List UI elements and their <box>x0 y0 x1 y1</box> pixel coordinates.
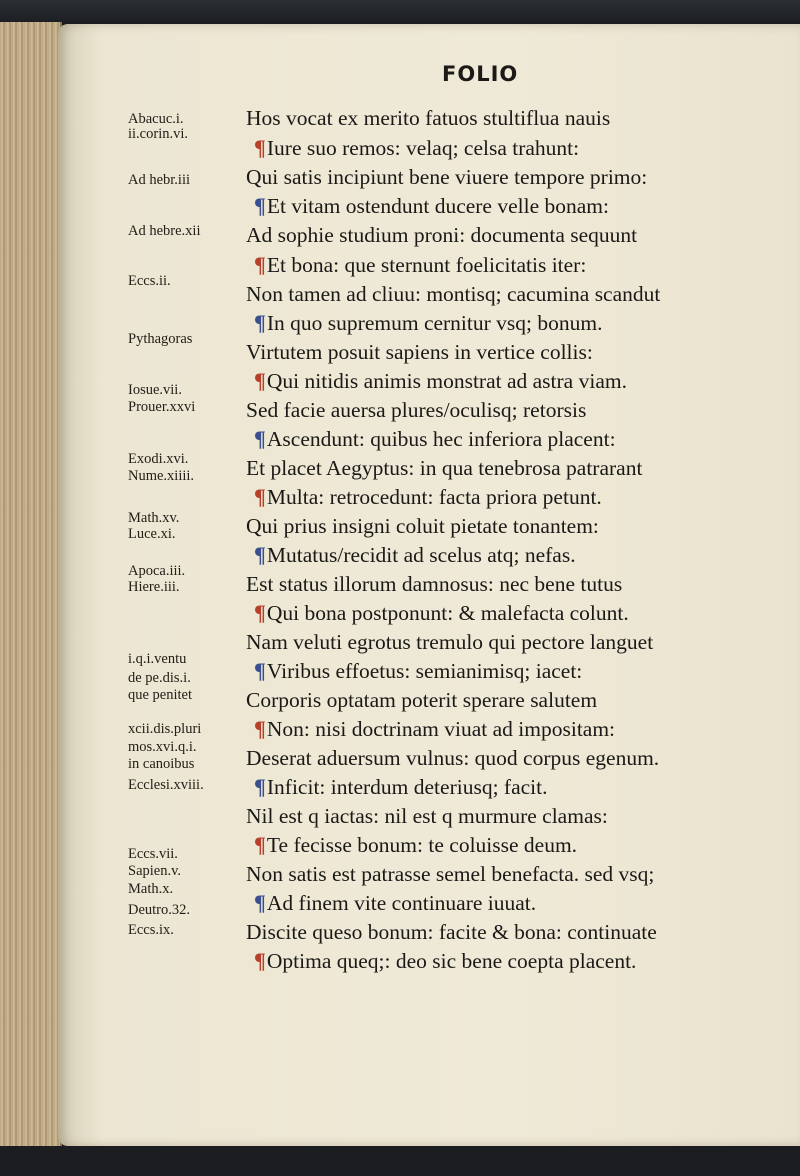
pilcrow-mark-icon: ¶ <box>254 310 266 335</box>
margin-note: Math.xv. <box>128 510 180 526</box>
margin-note: que penitet <box>128 687 193 703</box>
verse-line <box>254 658 582 684</box>
margin-note: Luce.xi. <box>128 526 176 542</box>
book-bottom-edge <box>0 1146 800 1176</box>
verse-line-text: Multa: retrocedunt: facta priora petunt. <box>266 485 602 509</box>
book-top-edge <box>0 0 800 22</box>
pilcrow-mark-icon: ¶ <box>254 368 266 393</box>
verse-line-text: Corporis optatam poterit sperare salutem <box>246 688 598 712</box>
verse-line <box>254 600 629 626</box>
verse-line-text: Qui satis incipiunt bene viuere tempore primo: <box>246 165 648 189</box>
verse-line-text: Deserat aduersum vulnus: quod corpus egenum. <box>246 746 660 770</box>
verse-line <box>246 571 622 597</box>
margin-note: ii.corin.vi. <box>128 126 189 142</box>
verse-line <box>246 164 647 190</box>
margin-note: Ad hebr.iii <box>128 172 191 188</box>
verse-line <box>254 252 586 278</box>
verse-line-text: Discite queso bonum: facite & bona: continuate <box>246 920 657 944</box>
pilcrow-mark-icon: ¶ <box>254 252 266 277</box>
margin-note: Apoca.iii. <box>128 563 186 579</box>
verse-line <box>246 919 657 945</box>
verse-line <box>254 484 602 510</box>
pilcrow-mark-icon: ¶ <box>254 658 266 683</box>
margin-note: Eccs.ii. <box>128 273 171 289</box>
verse-line <box>254 368 627 394</box>
verse-line-text: Non satis est patrasse semel benefacta. sed vsq; <box>246 862 655 886</box>
verse-line-text: Te fecisse bonum: te coluisse deum. <box>266 833 578 857</box>
verse-line <box>254 310 602 336</box>
verse-line <box>246 803 608 829</box>
pilcrow-mark-icon: ¶ <box>254 426 266 451</box>
pilcrow-mark-icon: ¶ <box>254 832 266 857</box>
margin-note: Abacuc.i. <box>128 111 184 127</box>
margin-note: mos.xvi.q.i. <box>128 739 197 755</box>
verse-line-text: Non tamen ad cliuu: montisq; cacumina scandut <box>246 282 661 306</box>
verse-line-text: Et placet Aegyptus: in qua tenebrosa patrarant <box>246 456 643 480</box>
verse-line <box>246 861 654 887</box>
verse-line <box>246 629 653 655</box>
margin-note: Eccs.vii. <box>128 846 178 862</box>
margin-note: Ad hebre.xii <box>128 223 201 239</box>
verse-line-text: Non: nisi doctrinam viuat ad impositam: <box>266 717 616 741</box>
pilcrow-mark-icon: ¶ <box>254 890 266 915</box>
verse-line <box>254 716 615 742</box>
verse-line-text: Et bona: que sternunt foelicitatis iter: <box>266 253 587 277</box>
margin-note: Pythagoras <box>128 331 193 347</box>
margin-note: xcii.dis.pluri <box>128 721 202 737</box>
verse-line-text: Inficit: interdum deteriusq; facit. <box>266 775 548 799</box>
folio-heading: FOLIO <box>442 62 519 86</box>
margin-note: Deutro.32. <box>128 902 191 918</box>
verse-line-text: Est status illorum damnosus: nec bene tutus <box>246 572 623 596</box>
margin-note: de pe.dis.i. <box>128 670 191 686</box>
verse-line <box>246 281 660 307</box>
verse-line <box>254 542 576 568</box>
margin-note: Ecclesi.xviii. <box>128 777 204 793</box>
margin-note: Eccs.ix. <box>128 922 174 938</box>
verse-line-text: Qui nitidis animis monstrat ad astra viam. <box>266 369 627 393</box>
verse-line <box>246 745 659 771</box>
verse-line <box>246 105 610 131</box>
verse-line <box>254 948 636 974</box>
verse-line <box>254 193 609 219</box>
pilcrow-mark-icon: ¶ <box>254 774 266 799</box>
pilcrow-mark-icon: ¶ <box>254 484 266 509</box>
verse-line-text: Nil est q iactas: nil est q murmure clamas: <box>246 804 608 828</box>
verse-line <box>246 687 597 713</box>
verse-line <box>246 397 586 423</box>
verse-line-text: Et vitam ostendunt ducere velle bonam: <box>266 194 610 218</box>
pilcrow-mark-icon: ¶ <box>254 135 266 160</box>
verse-line <box>254 832 577 858</box>
verse-line-text: Viribus effoetus: semianimisq; iacet: <box>266 659 583 683</box>
verse-line-text: Hos vocat ex merito fatuos stultiflua nauis <box>246 106 611 130</box>
verse-line-text: Qui bona postponunt: & malefacta colunt. <box>266 601 629 625</box>
book-page-edges <box>0 22 62 1147</box>
margin-note: Iosue.vii. <box>128 382 182 398</box>
margin-note: Prouer.xxvi <box>128 399 196 415</box>
verse-line-text: Mutatus/recidit ad scelus atq; nefas. <box>266 543 576 567</box>
verse-line-text: Ascendunt: quibus hec inferiora placent: <box>266 427 616 451</box>
verse-line <box>246 513 599 539</box>
verse-line-text: Optima queq;: deo sic bene coepta placent. <box>266 949 637 973</box>
margin-note: Nume.xiiii. <box>128 468 195 484</box>
verse-line-text: Iure suo remos: velaq; celsa trahunt: <box>266 136 580 160</box>
margin-note: Sapien.v. <box>128 863 182 879</box>
verse-line-text: Ad sophie studium proni: documenta sequunt <box>246 223 638 247</box>
verse-line-text: In quo supremum cernitur vsq; bonum. <box>266 311 603 335</box>
pilcrow-mark-icon: ¶ <box>254 542 266 567</box>
verse-line <box>246 339 593 365</box>
verse-line <box>254 135 579 161</box>
verse-line <box>254 774 548 800</box>
pilcrow-mark-icon: ¶ <box>254 948 266 973</box>
verse-line-text: Qui prius insigni coluit pietate tonantem: <box>246 514 599 538</box>
verse-line <box>254 426 616 452</box>
margin-note: i.q.i.ventu <box>128 651 187 667</box>
verse-line-text: Virtutem posuit sapiens in vertice collis: <box>246 340 593 364</box>
pilcrow-mark-icon: ¶ <box>254 716 266 741</box>
verse-line <box>246 455 642 481</box>
margin-note: Math.x. <box>128 881 174 897</box>
margin-note: Hiere.iii. <box>128 579 180 595</box>
pilcrow-mark-icon: ¶ <box>254 193 266 218</box>
verse-line <box>254 890 536 916</box>
verse-line <box>246 222 637 248</box>
margin-note: Exodi.xvi. <box>128 451 189 467</box>
verse-line-text: Nam veluti egrotus tremulo qui pectore languet <box>246 630 654 654</box>
pilcrow-mark-icon: ¶ <box>254 600 266 625</box>
verse-line-text: Sed facie auersa plures/oculisq; retorsis <box>246 398 587 422</box>
margin-note: in canoibus <box>128 756 195 772</box>
verse-line-text: Ad finem vite continuare iuuat. <box>266 891 537 915</box>
